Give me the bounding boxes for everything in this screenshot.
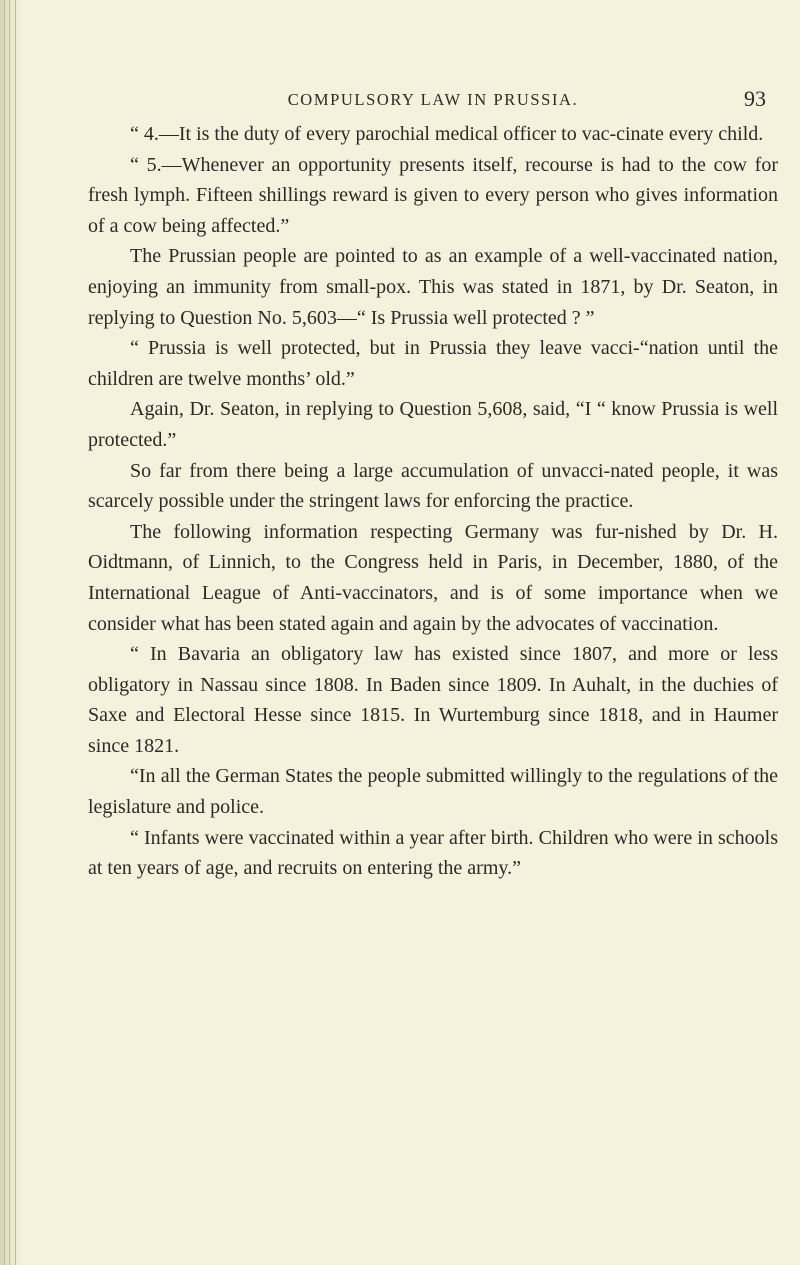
body-text <box>88 119 778 884</box>
gutter-line <box>4 0 5 1265</box>
gutter-line <box>15 0 16 1265</box>
paragraph-seaton-quote: “ Prussia is well protected, but in Prussia they leave vacci-“nation until the children are twelve months’ old.” <box>88 337 778 390</box>
paragraph-oidtmann: The following information respecting Germany was fur-nished by Dr. H. Oidtmann, of Linnich, to the Congress held in Paris, in December, 1880, of the International League of Anti-vaccinators, and is of some importance when we consider what has been stated again and again by the advocates of vaccination. <box>88 520 778 635</box>
page-number: 93 <box>744 86 766 111</box>
paragraph-accumulation: So far from there being a large accumulation of unvacci-nated people, it was scarcely possible under the stringent laws for enforcing the practice. <box>88 459 778 513</box>
paragraph-infants: “ Infants were vaccinated within a year after birth. Children who were in schools at ten years of age, and recruits on entering the army.” <box>88 826 778 880</box>
gutter-line <box>9 0 10 1265</box>
paragraph-seaton-again: Again, Dr. Seaton, in replying to Question 5,608, said, “I “ know Prussia is well protected.” <box>88 398 778 451</box>
binding-gutter <box>0 0 22 1265</box>
paragraph-bavaria: “ In Bavaria an obligatory law has existed since 1807, and more or less obligatory in Nassau since 1808. In Baden since 1809. In Auhalt, in the duchies of Saxe and Electoral Hesse since 1815. In Wurtemburg since 1818, and in Haumer since 1821. <box>88 643 778 757</box>
running-head <box>88 86 778 116</box>
paragraph-german-states: “In all the German States the people submitted willingly to the regulations of the legislature and police. <box>88 765 778 819</box>
paragraph-article-5: “ 5.—Whenever an opportunity presents itself, recourse is had to the cow for fresh lymph. Fifteen shillings reward is given to every person who gives information of a cow being affected.” <box>88 153 778 237</box>
running-title: COMPULSORY LAW IN PRUSSIA. <box>287 90 579 109</box>
paragraph-prussian-example: The Prussian people are pointed to as an example of a well-vaccinated nation, enjoying an immunity from small-pox. This was stated in 1871, by Dr. Seaton, in replying to Question No. 5,603—“ Is Prussia well protected ? ” <box>88 245 778 329</box>
paragraph-article-4: “ 4.—It is the duty of every parochial medical officer to vac-cinate every child. <box>130 123 764 145</box>
